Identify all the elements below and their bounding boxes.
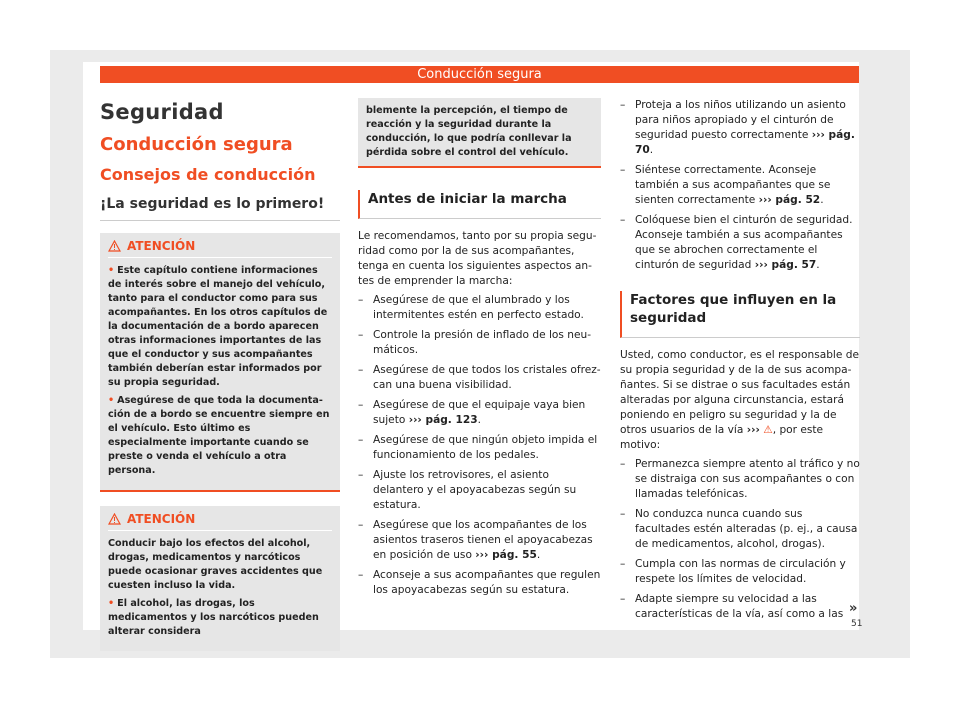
page-reference[interactable]: ››› pág. 57 (754, 259, 817, 271)
section-title: Factores que influyen en la seguridad (620, 291, 860, 338)
list-item: – Asegúrese de que ningún objeto impida el funcionamiento de los pedales. (358, 433, 601, 463)
bullet-icon: • (108, 265, 115, 276)
list-item: – Asegúrese de que el alumbrado y los intermitentes estén en perfecto estado. (358, 293, 601, 323)
list-item: – Asegúrese de que el equipaje vaya bien sujeto ››› pág. 123. (358, 398, 601, 428)
intro-paragraph: Le recomendamos, tanto por su propia seguridad como por la de sus acompañantes, tenga en cuenta los siguientes aspectos antes de emprender la marcha: (358, 230, 597, 287)
warning-header (108, 239, 332, 258)
page-number: 51 (851, 619, 863, 629)
page-reference[interactable]: ››› pág. 70 (635, 129, 855, 156)
page-reference[interactable]: ››› pág. 55 (475, 549, 537, 561)
warning-triangle-icon (108, 240, 121, 252)
chapter-header: Conducción segura (100, 66, 859, 83)
warning-box (100, 233, 340, 492)
section-title: Antes de iniciar la marcha (358, 190, 601, 219)
warning-continuation: blemente la percepción, el tiempo de reacción y la seguridad durante la conducción, lo que podría conllevar la pérdida sobre el control del vehículo. (358, 98, 601, 168)
list-item: – Aconseje a sus acompañantes que regulen los apoyacabezas según su estatura. (358, 568, 601, 598)
bullet-icon: • (108, 395, 115, 406)
section-heading: Seguridad (100, 100, 224, 124)
warning-label: ATENCIÓN (127, 239, 196, 253)
list-item: – Asegúrese que los acompañantes de los asientos traseros tienen el apoyacabezas en posición de uso ››› pág. 55. (358, 518, 601, 563)
warning-item: • El alcohol, las drogas, los medicamentos y los narcóticos pueden alterar considera (108, 598, 319, 637)
list-item: – Permanezca siempre atento al tráfico y no se distraiga con sus acompañantes o con llamadas telefónicas. (620, 457, 860, 502)
list-item: – Colóquese bien el cinturón de seguridad. Aconseje también a sus acompañantes que se abrochen correctamente el cinturón de seguridad ››› pág. 57. (620, 213, 860, 273)
column-middle (358, 90, 601, 603)
list-item: – No conduzca nunca cuando sus facultades estén alteradas (p. ej., a causa de medicamentos, alcohol, drogas). (620, 507, 860, 552)
intro-paragraph: Usted, como conductor, es el responsable de su propia seguridad y de la de sus acompañantes. Si se distrae o sus facultades están alteradas por alguna circunstancia, estará poniendo en peligro su seguridad y la de otros usuarios de la vía ››› ⚠, por este motivo: (620, 349, 860, 451)
list-item: – Siéntese correctamente. Aconseje también a sus acompañantes que se sienten correctamente ››› pág. 52. (620, 163, 860, 208)
checklist (620, 98, 860, 273)
warning-triangle-icon: ⚠ (763, 424, 773, 436)
list-item: – Controle la presión de inflado de los neumáticos. (358, 328, 601, 358)
column-right (620, 90, 863, 629)
subsection-heading: Conducción segura (100, 134, 293, 155)
page-reference[interactable]: ››› (746, 424, 760, 436)
warning-triangle-icon (108, 513, 121, 525)
bullet-icon: • (108, 598, 115, 609)
list-item: – Cumpla con las normas de circulación y respete los límites de velocidad. (620, 557, 860, 587)
checklist (620, 457, 860, 622)
list-item: – Proteja a los niños utilizando un asiento para niños apropiado y el cinturón de seguridad puesto correctamente ››› pág. 70. (620, 98, 860, 158)
warning-text: Conducir bajo los efectos del alcohol, drogas, medicamentos y narcóticos puede ocasionar graves accidentes que cuesten incluso la vida. (108, 538, 323, 591)
page-reference[interactable]: ››› pág. 123 (408, 414, 478, 426)
list-item: – Adapte siempre su velocidad a las características de la vía, así como a las (620, 592, 860, 622)
page-reference[interactable]: ››› pág. 52 (758, 194, 821, 206)
warning-item: • Asegúrese de que toda la documentación de a bordo se encuentre siempre en el vehículo. Esto último es especialmente importante cuando se preste o venda el vehículo a otra persona. (108, 395, 330, 476)
topic-heading: Consejos de conducción (100, 165, 316, 184)
warning-box (100, 506, 340, 651)
checklist (358, 293, 601, 598)
lead-heading: ¡La seguridad es lo primero! (100, 196, 340, 221)
column-left (100, 90, 340, 651)
list-item: – Ajuste los retrovisores, el asiento delantero y el apoyacabezas según su estatura. (358, 468, 601, 513)
continue-arrow-icon: » (849, 601, 858, 616)
list-item: – Asegúrese de que todos los cristales ofrezcan una buena visibilidad. (358, 363, 601, 393)
warning-header (108, 512, 332, 531)
warning-item: • Este capítulo contiene informaciones de interés sobre el manejo del vehículo, tanto para el conductor como para sus acompañantes. En los otros capítulos de la documentación de a bordo aparecen otras informaciones importantes de las que el conductor y sus acompañantes también deberían estar informados por su propia seguridad. (108, 265, 328, 388)
warning-label: ATENCIÓN (127, 512, 196, 526)
